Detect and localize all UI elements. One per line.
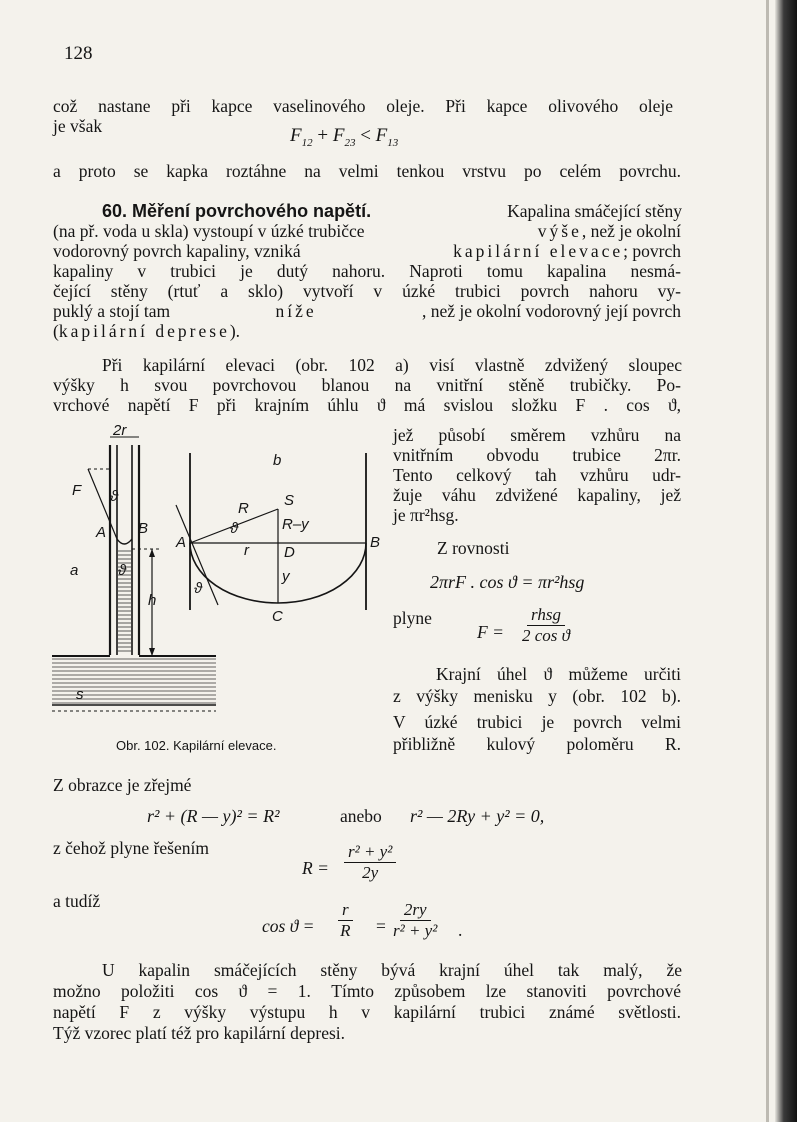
text-line: (kapilární deprese). bbox=[53, 321, 241, 341]
text-line: výšky h svou povrchovou blanou na vnitřní stěně trubičky. Po- bbox=[53, 375, 681, 395]
label-R-minus-y: R–y bbox=[282, 516, 309, 533]
label-y: y bbox=[282, 568, 290, 585]
text-line: Krajní úhel ϑ můžeme určiti bbox=[436, 664, 681, 684]
text-line: z čehož plyne řešením bbox=[53, 838, 209, 858]
label-theta-b2: ϑ bbox=[194, 580, 203, 597]
equation-R-lhs: R = bbox=[302, 858, 329, 878]
equation-F-fraction: rhsg 2 cos ϑ bbox=[522, 605, 571, 645]
text-line: V úzké trubici je povrch velmi bbox=[393, 712, 681, 732]
label-a: a bbox=[70, 562, 79, 579]
label-B-b: B bbox=[370, 534, 381, 551]
page-number: 128 bbox=[64, 43, 93, 64]
figure-caption: Obr. 102. Kapilární elevace. bbox=[116, 738, 277, 753]
label-B-a: B bbox=[138, 520, 149, 537]
equation-F-lhs: F = bbox=[477, 622, 504, 642]
text-line: Týž vzorec platí též pro kapilární depresi. bbox=[53, 1023, 346, 1043]
label-h: h bbox=[148, 592, 157, 609]
text-line: vnitřním obvodu trubice 2πr. bbox=[393, 445, 681, 465]
equation-circle: r² + (R — y)² = R² bbox=[147, 806, 280, 826]
text-line: Z obrazce je zřejmé bbox=[53, 775, 192, 795]
text-line: jež působí směrem vzhůru na bbox=[393, 425, 681, 445]
text-line: je však bbox=[53, 116, 103, 136]
text-line: puklý a stojí tam níže , než je okolní vodorovný její povrch bbox=[53, 301, 681, 321]
label-2r: 2r bbox=[113, 425, 127, 439]
equation-cos-lhs: cos ϑ = bbox=[262, 916, 315, 936]
label-theta-a: ϑ bbox=[110, 488, 119, 505]
text-line: a tudíž bbox=[53, 891, 101, 911]
equation-quadratic: r² — 2Ry + y² = 0, bbox=[410, 806, 545, 826]
text-line: žuje váhu zdvižené kapaliny, jež bbox=[393, 485, 681, 505]
text-span: anebo bbox=[340, 806, 382, 826]
equation-equality: 2πrF . cos ϑ = πr²hsg bbox=[430, 572, 585, 592]
text-line: je πr²hsg. bbox=[393, 505, 459, 525]
text-line: Z rovnosti bbox=[437, 538, 510, 558]
label-b: b bbox=[273, 452, 282, 469]
label-A-a: A bbox=[96, 524, 107, 541]
text-line: což nastane při kapce vaselinového oleje. Při kapce olivového oleje bbox=[53, 96, 673, 116]
text-line: napětí F z výšky výstupu h v kapilární trubici známé světlosti. bbox=[53, 1002, 681, 1022]
text-line: možno položiti cos ϑ = 1. Tímto způsobem lze stanoviti povrchové bbox=[53, 981, 681, 1001]
equation-forces: $F_{12} + F_{23} < F_{13}$ bbox=[290, 125, 399, 149]
section-heading-line bbox=[102, 201, 682, 221]
label-D: D bbox=[284, 544, 295, 561]
equation-period: . bbox=[458, 920, 463, 940]
label-theta-b1: ϑ bbox=[230, 520, 239, 537]
text-line: přibližně kulový poloměru R. bbox=[393, 734, 681, 754]
text-line: kapaliny v trubici je dutý nahoru. Naproti tomu kapalina nesmá- bbox=[53, 261, 681, 281]
label-s-a: s bbox=[76, 686, 84, 703]
text-line: vrchové napětí F při krajním úhlu ϑ má svislou složku F . cos ϑ, bbox=[53, 395, 681, 415]
meniscus bbox=[117, 539, 132, 544]
equation-cos-fraction-2: $\frac{2ry}{\text{r² + y²}}$ bbox=[393, 900, 438, 940]
label-S: S bbox=[284, 492, 295, 509]
text-line: plyne bbox=[393, 608, 432, 628]
section-heading: 60. Měření povrchového napětí. bbox=[102, 201, 372, 221]
text-span: Kapalina smáčející stěny bbox=[507, 201, 682, 221]
label-A-b: A bbox=[176, 534, 187, 551]
equation-cos-fraction-1: $\frac{r}{R}$ bbox=[338, 900, 353, 941]
text-line: vodorovný povrch kapaliny, vzniká kapilární elevace; povrch bbox=[53, 241, 681, 261]
label-F: F bbox=[72, 482, 82, 499]
page-binding-shadow bbox=[775, 0, 797, 1122]
text-line: čející stěny (rtuť a sklo) vytvoří v úzké trubici povrch nahoru vy- bbox=[53, 281, 681, 301]
label-C: C bbox=[272, 608, 283, 625]
label-R: R bbox=[238, 500, 249, 517]
text-line: a proto se kapka roztáhne na velmi tenkou vrstvu po celém povrchu. bbox=[53, 161, 681, 181]
text-line: Tento celkový tah vzhůru udr- bbox=[393, 465, 681, 485]
text-line: U kapalin smáčejících stěny bývá krajní úhel tak malý, že bbox=[102, 960, 682, 980]
text-line: Při kapilární elevaci (obr. 102 a) visí vlastně zdvižený sloupec bbox=[102, 355, 682, 375]
label-theta-a2: ϑ bbox=[118, 562, 127, 579]
text-line: z výšky menisku y (obr. 102 b). bbox=[393, 686, 681, 706]
equation-R-fraction: $\frac{\text{r² + y²}}{2y}$ bbox=[344, 842, 396, 883]
text-line: (na př. voda u skla) vystoupí v úzké trubičce výše, než je okolní bbox=[53, 221, 681, 241]
figure-capillary-elevation bbox=[48, 425, 388, 725]
label-r: r bbox=[244, 542, 249, 559]
equation-equals: = bbox=[376, 916, 386, 936]
page-edge-line bbox=[766, 0, 769, 1122]
